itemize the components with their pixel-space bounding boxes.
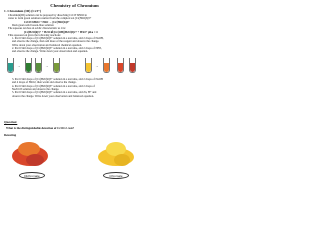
section-subtitle: 1. Chromium (III) (Cr3+) (4, 9, 42, 13)
chromate-photo (94, 140, 138, 170)
instruction-line: and observe the change. Write down your observation and equation. (12, 50, 89, 54)
dichromate-caption: Dichromate (19, 172, 45, 179)
detecting-label: Detecting (4, 133, 17, 137)
test-tube (7, 58, 14, 73)
instruction-line: and 4 drops of H2O2, then warm and observe the change. (12, 81, 77, 85)
dichromate-photo (8, 140, 52, 170)
test-tube (53, 58, 60, 73)
instruction-line: Na2CO3 solution and observe the change. (12, 87, 60, 91)
document-page (0, 0, 149, 198)
equation-line: CrCl3·6H2O + H2O → [Cr(H2O)6]3+ (24, 20, 70, 24)
text-line: water to form green solution resulted from the complex ion [Cr(H2O)6]3+ (8, 17, 92, 21)
instruction-line: 1. Put 0.5ml drops of [Cr(H2O)6]3+ solution in a test tube, add 2 drops of NaOH, (12, 37, 104, 41)
instruction-line: observe the change. Write down your observation and balanced equation. (12, 94, 94, 98)
question-label: Question: (4, 120, 18, 124)
instruction-line: 4. Put 0.5ml drops of [Cr(H2O)6]3+ solution in a test tube, add 2 drops of (12, 84, 95, 88)
text-line: Chromium(III) solution can be prepared by dissolving CrCl3·6H2O in (8, 14, 87, 17)
text-line: This aqueous ion gives the following reactions: (8, 33, 61, 37)
test-tube (117, 58, 124, 73)
instruction-line: 5. Put 0.5ml drops of [Cr(H2O)6]3+ solution in a test tube, add Zn, H+ and (12, 91, 97, 95)
test-tube-diagram (5, 58, 142, 74)
test-tube (35, 58, 42, 73)
arrow-icon: → (17, 64, 21, 68)
arrow-icon: → (95, 64, 99, 68)
instruction-line: Write down your observation and balanced chemical equation. (12, 43, 82, 47)
instruction-line: and observe the change, then add more of the reagent and observe the change. (12, 40, 100, 44)
instruction-line: 2. Put 0.5ml drops of [Cr(H2O)6]3+ solution in a test tube, add 2 drops of NH3, (12, 47, 102, 50)
question-text: What is the distinguishable detection of CrO4 2- ion? (6, 126, 75, 130)
test-tube (103, 58, 110, 73)
page-title: Chemistry of Chromium (50, 3, 99, 8)
arrow-icon: → (45, 64, 49, 68)
text-line: The aqueous ion has an acidic characteristic as it is: (8, 27, 66, 31)
equation-line: [Cr(H2O)6]3+ + H2O ⇌ [Cr(OH)(H2O)5]2+ + H3O+ pKa = 4 (24, 30, 98, 34)
equation-caption: Dark green solid Green-blue solution (12, 23, 54, 27)
chromate-caption: Chromate (103, 172, 129, 179)
test-tube (85, 58, 92, 73)
test-tube (129, 58, 136, 73)
instruction-line: 3. Put 0.5ml drops of [Cr(H2O)6]3+ solution in a test tube, add 2 drops of NaOH (12, 78, 103, 81)
test-tube (25, 58, 32, 73)
